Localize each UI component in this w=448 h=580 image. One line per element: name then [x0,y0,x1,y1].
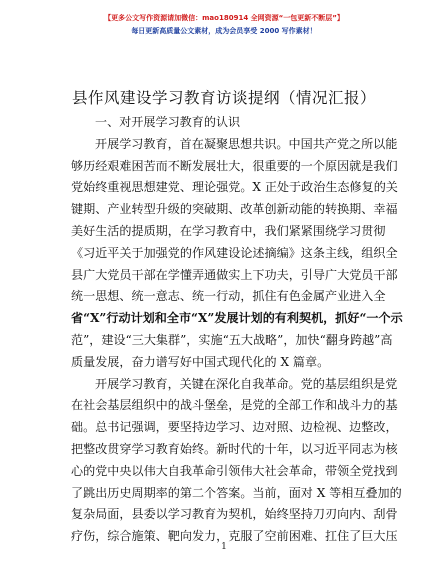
paragraph-line: 县广大党员干部在学懂弄通做实上下功夫，引导广大党员干部 [71,267,398,282]
paragraph-1 [71,134,412,374]
paragraph-line: 心的党中央以伟大自我革命引领伟大社会革命，带领全党找到 [71,463,398,478]
paragraph-line: 省“X”行动计划和全市“X”发展计划的有利契机，抓好“一个示 [71,311,403,326]
promo-banner-line-2: 每日更新高质量公文素材，成为会员享受 2000 写作素材！ [131,27,317,35]
paragraph-line: 了跳出历史周期率的第二个答案。当前，面对 X 等相互叠加的 [71,485,402,500]
page-number: 1 [221,542,227,552]
paragraph-line: 范”，建设“三大集群”，实施“五大战略”，加快“翻身跨越”高 [71,332,393,347]
paragraph-line: 党始终重视思想建党、理论强党。X 正处于政治生态修复的关 [71,180,398,195]
paragraph-line: 键期、产业转型升级的突破期、改革创新动能的转换期、幸福 [71,202,398,217]
paragraph-line: 开展学习教育，首在凝聚思想共识。中国共产党之所以能 [95,136,398,151]
paragraph-line: 质量发展，奋力谱写好中国式现代化的 X 篇章。 [71,354,330,369]
paragraph-2 [71,374,412,548]
paragraph-line: 够历经艰难困苦而不断发展壮大，很重要的一个原因就是我们 [71,158,398,173]
paragraph-line: 开展学习教育，关键在深化自我革命。党的基层组织是党 [95,376,398,391]
paragraph-line: 美好生活的提质期，在学习教育中，我们紧紧围绕学习贯彻 [71,223,386,238]
paragraph-line: 疗伤，综合施策、靶向发力，克服了空前困难、扛住了巨大压 [71,529,398,544]
document-title: 县作风建设学习教育访谈提纲（情况汇报） [71,89,376,107]
promo-banner-line-1: 【更多公文写作资源请加微信：mao180914 全网资源“一包更新不断层”】 [104,14,344,22]
paragraph-line: 础。总书记强调，要坚持边学习、边对照、边检视、边整改， [71,420,398,435]
paragraph-line: 把整改贯穿学习教育始终。新时代的十年，以习近平同志为核 [71,441,398,456]
document-body [71,112,412,548]
paragraph-line: 统一思想、统一意志、统一行动，抓住有色金属产业进入全 [71,289,386,304]
section-heading: 一、对开展学习教育的认识 [95,115,241,129]
paragraph-line: 复杂局面，县委以学习教育为契机，始终坚持刀刃向内、刮骨 [71,507,398,522]
paragraph-line: 在社会基层组织中的战斗堡垒，是党的全部工作和战斗力的基 [71,398,398,413]
paragraph-line: 《习近平关于加强党的作风建设论述摘编》这条主线，组织全 [71,245,398,260]
